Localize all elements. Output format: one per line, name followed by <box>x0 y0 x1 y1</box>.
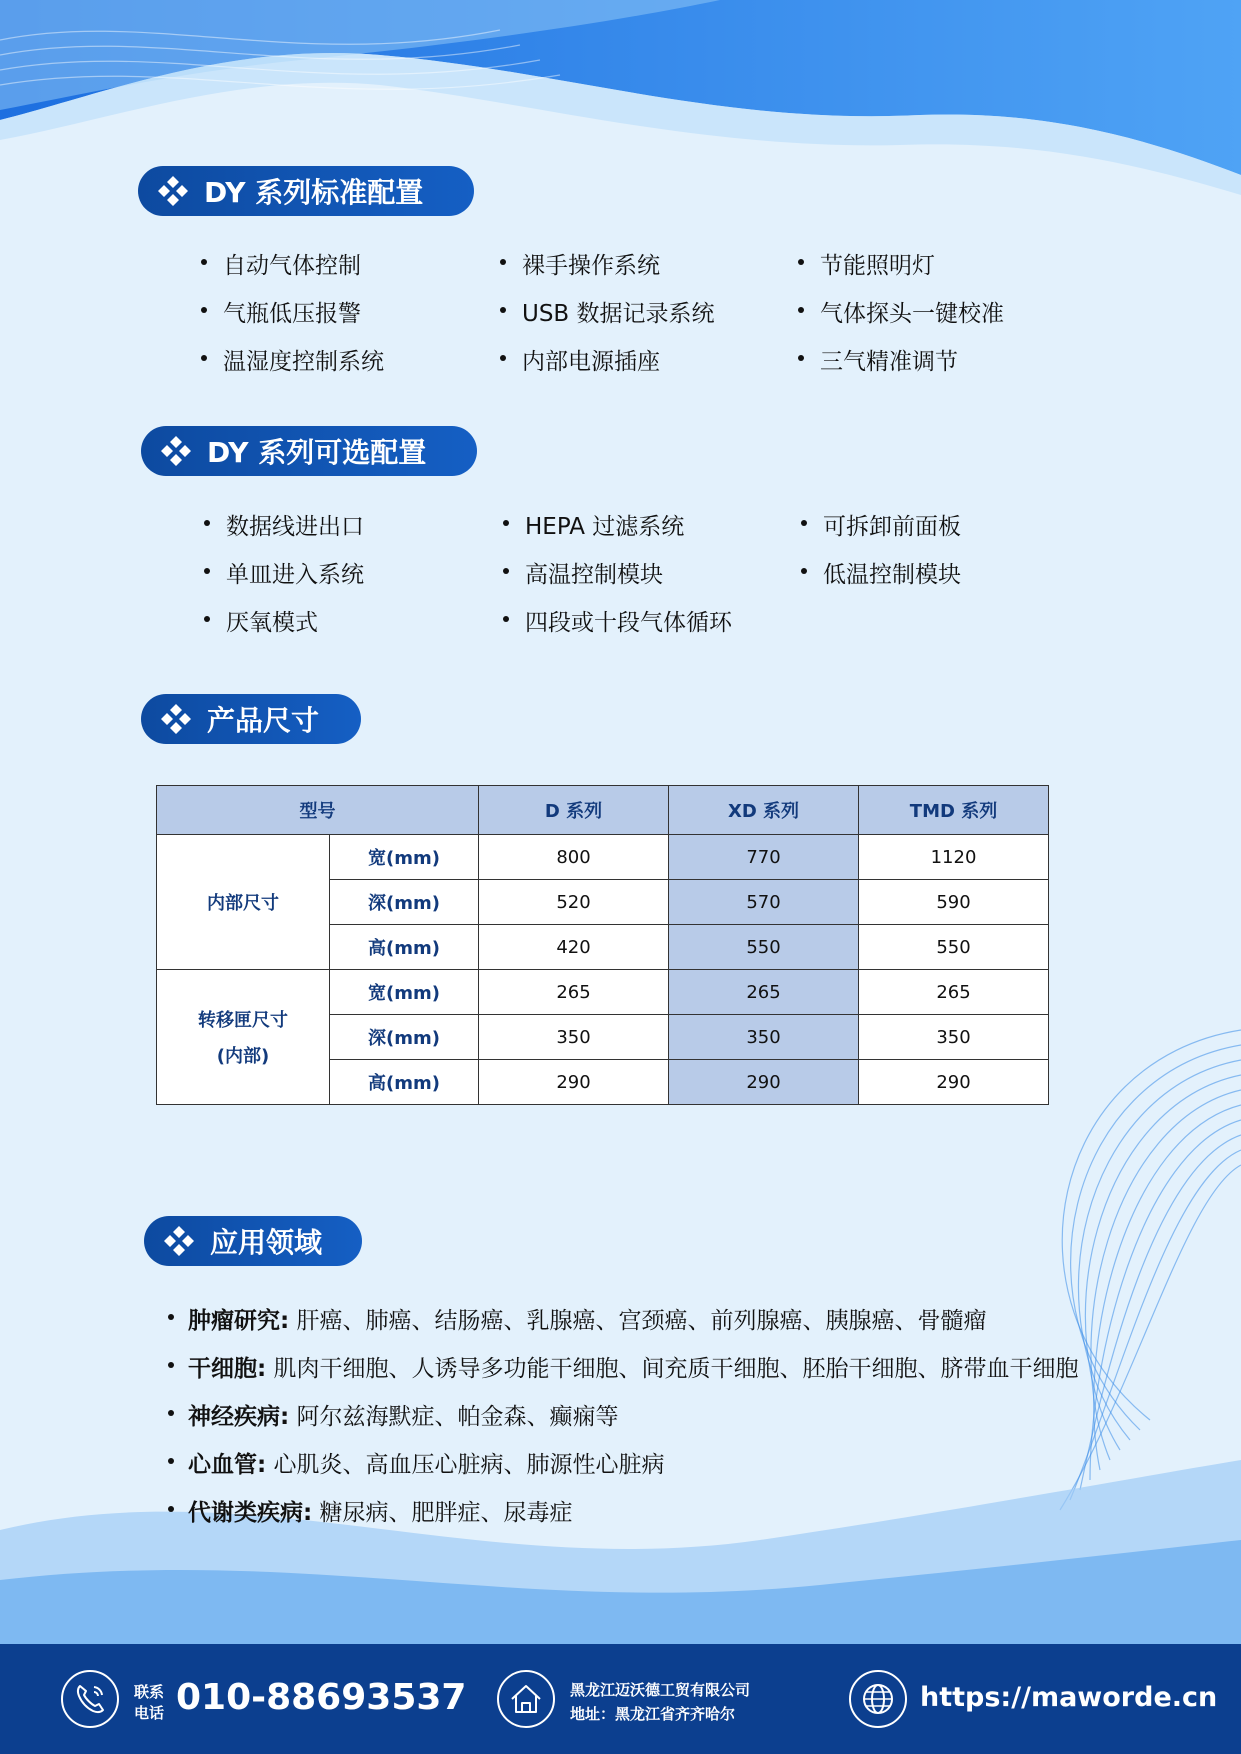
table-row <box>157 835 1049 880</box>
feature-item: 三气精准调节 <box>820 343 958 376</box>
application-item <box>188 1446 665 1479</box>
header-xd-series: XD 系列 <box>669 786 859 835</box>
feature-item: 自动气体控制 <box>223 247 361 280</box>
company-address: 地址：黑龙江省齐齐哈尔 <box>570 1705 736 1723</box>
cell-tmd: 1120 <box>859 835 1049 880</box>
contact-label-1: 联系 <box>134 1683 165 1701</box>
application-label: 代谢类疾病: <box>188 1500 313 1526</box>
feature-item: USB 数据记录系统 <box>522 295 715 328</box>
section-title: DY 系列可选配置 <box>207 436 427 469</box>
cell-tmd: 550 <box>859 925 1049 970</box>
feature-item: 内部电源插座 <box>522 343 660 376</box>
row-label: 高(mm) <box>330 1060 479 1105</box>
standard-config-header <box>138 166 474 216</box>
cell-xd: 350 <box>669 1015 859 1060</box>
feature-item: 可拆卸前面板 <box>823 508 961 541</box>
application-label: 肿瘤研究: <box>188 1308 290 1334</box>
phone-icon <box>60 1669 120 1729</box>
header-model: 型号 <box>157 786 479 835</box>
feature-item: 节能照明灯 <box>820 247 935 280</box>
cell-d: 265 <box>479 970 669 1015</box>
application-label: 干细胞: <box>188 1356 267 1382</box>
footer-bar <box>0 1644 1241 1754</box>
dimensions-header <box>141 694 361 744</box>
cell-d: 350 <box>479 1015 669 1060</box>
table-row <box>157 970 1049 1015</box>
phone-number[interactable]: 010-88693537 <box>176 1677 467 1718</box>
section-title: 应用领域 <box>210 1226 323 1259</box>
cell-d: 800 <box>479 835 669 880</box>
feature-item: 低温控制模块 <box>823 556 961 589</box>
cell-tmd: 290 <box>859 1060 1049 1105</box>
feature-item: 数据线进出口 <box>226 508 364 541</box>
application-item <box>188 1302 987 1335</box>
diamond-cluster-icon <box>159 702 193 736</box>
applications-header <box>144 1216 362 1266</box>
group-internal: 内部尺寸 <box>157 835 330 970</box>
company-name: 黑龙江迈沃德工贸有限公司 <box>570 1681 751 1699</box>
application-text: 糖尿病、肥胖症、尿毒症 <box>319 1500 573 1526</box>
application-label: 心血管: <box>188 1452 267 1478</box>
feature-item: 厌氧模式 <box>226 604 318 637</box>
row-label: 深(mm) <box>330 1015 479 1060</box>
feature-item: 气体探头一键校准 <box>820 295 1004 328</box>
group-transfer <box>157 970 330 1105</box>
cell-tmd: 265 <box>859 970 1049 1015</box>
section-title: 产品尺寸 <box>207 704 320 737</box>
row-label: 宽(mm) <box>330 970 479 1015</box>
group-transfer-line1: 转移匣尺寸 <box>198 1010 288 1031</box>
feature-item: 裸手操作系统 <box>522 247 660 280</box>
feature-item: 高温控制模块 <box>525 556 663 589</box>
feature-item: 单皿进入系统 <box>226 556 364 589</box>
table-header-row <box>157 786 1049 835</box>
feature-item: 气瓶低压报警 <box>223 295 361 328</box>
cell-xd: 570 <box>669 880 859 925</box>
contact-label-2: 电话 <box>134 1704 165 1722</box>
row-label: 宽(mm) <box>330 835 479 880</box>
header-tmd-series: TMD 系列 <box>859 786 1049 835</box>
cell-xd: 265 <box>669 970 859 1015</box>
cell-tmd: 590 <box>859 880 1049 925</box>
diamond-cluster-icon <box>159 434 193 468</box>
cell-d: 420 <box>479 925 669 970</box>
application-text: 心肌炎、高血压心脏病、肺源性心脏病 <box>273 1452 665 1478</box>
application-label: 神经疾病: <box>188 1404 290 1430</box>
house-icon <box>496 1669 556 1729</box>
cell-d: 520 <box>479 880 669 925</box>
application-item <box>188 1494 573 1527</box>
diamond-cluster-icon <box>162 1224 196 1258</box>
cell-xd: 770 <box>669 835 859 880</box>
cell-d: 290 <box>479 1060 669 1105</box>
section-title: DY 系列标准配置 <box>204 176 424 209</box>
application-item <box>188 1398 619 1431</box>
website-link[interactable]: https://maworde.cn <box>920 1682 1218 1713</box>
cell-xd: 290 <box>669 1060 859 1105</box>
globe-icon <box>848 1669 908 1729</box>
optional-config-header <box>141 426 477 476</box>
diamond-cluster-icon <box>156 174 190 208</box>
feature-item: 四段或十段气体循环 <box>525 604 732 637</box>
feature-item: HEPA 过滤系统 <box>525 508 684 541</box>
cell-xd: 550 <box>669 925 859 970</box>
feature-item: 温湿度控制系统 <box>223 343 384 376</box>
application-text: 肝癌、肺癌、结肠癌、乳腺癌、宫颈癌、前列腺癌、胰腺癌、骨髓瘤 <box>296 1308 987 1334</box>
dimensions-table <box>156 785 1049 1105</box>
header-d-series: D 系列 <box>479 786 669 835</box>
row-label: 深(mm) <box>330 880 479 925</box>
application-item <box>188 1350 1079 1383</box>
application-text: 肌肉干细胞、人诱导多功能干细胞、间充质干细胞、胚胎干细胞、脐带血干细胞 <box>273 1356 1079 1382</box>
application-text: 阿尔兹海默症、帕金森、癫痫等 <box>296 1404 619 1430</box>
cell-tmd: 350 <box>859 1015 1049 1060</box>
group-transfer-line2: (内部) <box>216 1046 270 1067</box>
row-label: 高(mm) <box>330 925 479 970</box>
